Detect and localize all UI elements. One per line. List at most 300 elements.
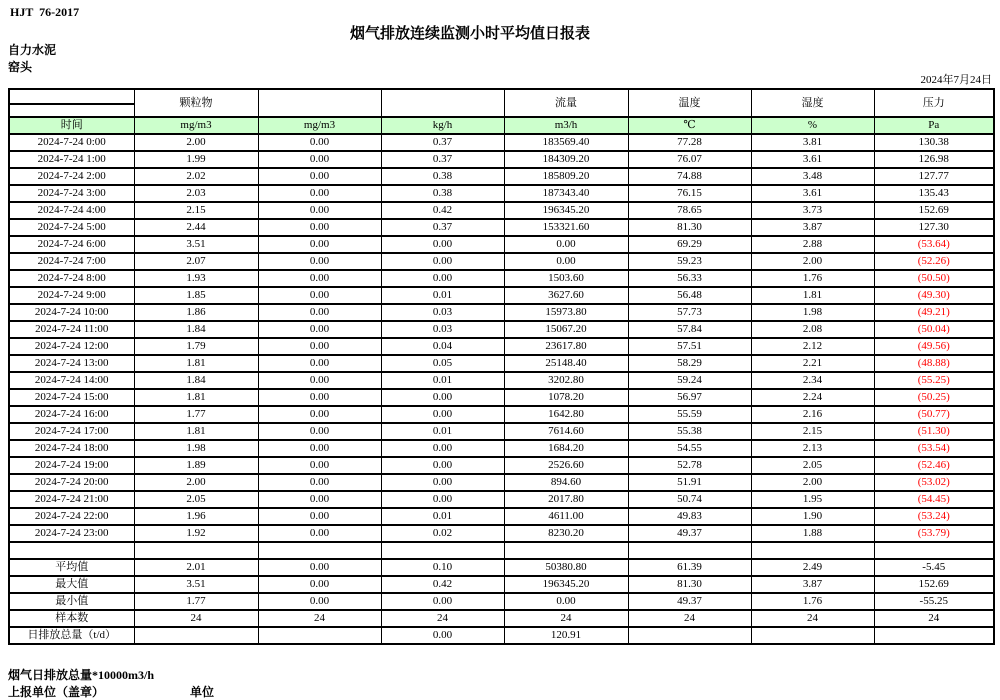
value-cell: 56.48 [628,287,751,304]
value-cell: 1.99 [134,151,258,168]
value-cell [874,627,994,644]
value-cell: (49.21) [874,304,994,321]
table-row [9,440,994,457]
value-cell: 2.15 [134,202,258,219]
value-cell: 2.34 [751,372,874,389]
value-cell: 24 [628,610,751,627]
value-cell: 1.77 [134,593,258,610]
value-cell: (53.54) [874,440,994,457]
table-row [9,559,994,576]
value-cell: 0.00 [381,406,504,423]
time-cell: 2024-7-24 3:00 [9,185,134,202]
value-cell: 2.00 [751,474,874,491]
value-cell: 3.81 [751,134,874,151]
value-cell: 49.37 [628,593,751,610]
value-cell: 78.65 [628,202,751,219]
table-row [9,593,994,610]
value-cell: 23617.80 [504,338,628,355]
value-cell: 1.81 [134,355,258,372]
value-cell: 2.21 [751,355,874,372]
value-cell [628,627,751,644]
table-row [9,627,994,644]
value-cell: 0.00 [381,389,504,406]
table-row [9,236,994,253]
value-cell: 120.91 [504,627,628,644]
header-blank-2 [381,89,504,117]
empty-cell [381,542,504,559]
report-unit-label: 上报单位（盖章） [8,685,105,699]
value-cell: 81.30 [628,576,751,593]
value-cell: 2.13 [751,440,874,457]
value-cell: (53.64) [874,236,994,253]
value-cell: 0.00 [258,253,381,270]
value-cell: 57.84 [628,321,751,338]
value-cell: (54.45) [874,491,994,508]
value-cell: 69.29 [628,236,751,253]
value-cell: 127.30 [874,219,994,236]
table-row [9,253,994,270]
value-cell: 56.97 [628,389,751,406]
value-cell: 0.00 [381,627,504,644]
value-cell: 187343.40 [504,185,628,202]
table-row [9,610,994,627]
table-row [9,508,994,525]
time-cell: 2024-7-24 20:00 [9,474,134,491]
value-cell: -55.25 [874,593,994,610]
units-cell: % [751,117,874,134]
value-cell: 0.01 [381,372,504,389]
value-cell: 0.37 [381,219,504,236]
value-cell: 2.24 [751,389,874,406]
summary-label-cell: 日排放总量（t/d） [9,627,134,644]
value-cell: 0.00 [258,576,381,593]
time-cell: 2024-7-24 13:00 [9,355,134,372]
value-cell: 0.10 [381,559,504,576]
value-cell: 2.05 [134,491,258,508]
value-cell: 24 [751,610,874,627]
value-cell: 0.02 [381,525,504,542]
value-cell: 0.00 [258,491,381,508]
value-cell: 7614.60 [504,423,628,440]
table-row [9,134,994,151]
empty-cell [504,542,628,559]
value-cell: 57.73 [628,304,751,321]
summary-label-cell: 样本数 [9,610,134,627]
value-cell: 55.38 [628,423,751,440]
value-cell: 0.00 [258,219,381,236]
value-cell: 894.60 [504,474,628,491]
value-cell: 0.00 [258,457,381,474]
table-row [9,474,994,491]
standard-code: HJT 76-2017 [10,5,80,19]
value-cell: 54.55 [628,440,751,457]
value-cell: 76.07 [628,151,751,168]
value-cell: 4611.00 [504,508,628,525]
value-cell: 1.76 [751,593,874,610]
table-row [9,423,994,440]
empty-cell [9,542,134,559]
value-cell: 0.00 [258,389,381,406]
table-row [9,287,994,304]
header-particulate: 颗粒物 [134,89,258,117]
value-cell: 135.43 [874,185,994,202]
units-cell: mg/m3 [134,117,258,134]
time-cell: 2024-7-24 16:00 [9,406,134,423]
value-cell: (55.25) [874,372,994,389]
value-cell: 0.00 [258,236,381,253]
value-cell: 2526.60 [504,457,628,474]
value-cell: 2.01 [134,559,258,576]
value-cell: 81.30 [628,219,751,236]
header-temperature: 温度 [628,89,751,117]
value-cell: 0.00 [258,168,381,185]
table-row [9,372,994,389]
value-cell: 24 [874,610,994,627]
time-cell: 2024-7-24 10:00 [9,304,134,321]
unit-label: 单位 [190,685,215,699]
value-cell: 0.37 [381,134,504,151]
value-cell [258,627,381,644]
value-cell: 0.00 [381,236,504,253]
value-cell: 0.00 [381,457,504,474]
value-cell: 61.39 [628,559,751,576]
time-cell: 2024-7-24 9:00 [9,287,134,304]
table-row [9,304,994,321]
time-cell: 2024-7-24 18:00 [9,440,134,457]
value-cell: 2.12 [751,338,874,355]
value-cell: 0.00 [258,304,381,321]
units-cell: Pa [874,117,994,134]
value-cell: 0.00 [504,593,628,610]
value-cell: 1.93 [134,270,258,287]
value-cell: 0.00 [258,287,381,304]
table-row [9,321,994,338]
value-cell: (53.02) [874,474,994,491]
value-cell: 0.00 [258,338,381,355]
value-cell: 1.98 [751,304,874,321]
value-cell: 0.00 [258,474,381,491]
value-cell: (50.77) [874,406,994,423]
table-row [9,185,994,202]
empty-cell [628,542,751,559]
value-cell: 0.00 [258,151,381,168]
value-cell: 24 [381,610,504,627]
value-cell: 0.00 [258,559,381,576]
time-cell: 2024-7-24 8:00 [9,270,134,287]
time-cell: 2024-7-24 6:00 [9,236,134,253]
value-cell: 25148.40 [504,355,628,372]
table-row [9,219,994,236]
value-cell: 0.00 [381,593,504,610]
value-cell: 2.07 [134,253,258,270]
value-cell: 152.69 [874,576,994,593]
value-cell: 76.15 [628,185,751,202]
value-cell: 0.00 [381,253,504,270]
header-row-top [9,89,994,104]
report-date: 2024年7月24日 [920,74,992,86]
value-cell: 0.42 [381,576,504,593]
time-cell: 2024-7-24 15:00 [9,389,134,406]
time-cell: 2024-7-24 7:00 [9,253,134,270]
value-cell: 196345.20 [504,576,628,593]
value-cell: (48.88) [874,355,994,372]
value-cell: 8230.20 [504,525,628,542]
value-cell: 1684.20 [504,440,628,457]
value-cell: 0.00 [504,236,628,253]
value-cell: 15973.80 [504,304,628,321]
table-row [9,338,994,355]
value-cell: 24 [258,610,381,627]
value-cell: 3.87 [751,219,874,236]
value-cell: 0.00 [258,525,381,542]
value-cell: 2.00 [134,134,258,151]
value-cell: 56.33 [628,270,751,287]
units-row [9,117,994,134]
value-cell: 0.00 [258,185,381,202]
value-cell: 1.92 [134,525,258,542]
value-cell: 2.08 [751,321,874,338]
value-cell: 1.77 [134,406,258,423]
value-cell: 0.00 [258,423,381,440]
value-cell: 59.24 [628,372,751,389]
units-cell: mg/m3 [258,117,381,134]
value-cell: 1.98 [134,440,258,457]
time-cell: 2024-7-24 14:00 [9,372,134,389]
monitoring-report-table [8,88,995,645]
value-cell: 0.00 [258,270,381,287]
value-cell: 1.96 [134,508,258,525]
value-cell: 0.42 [381,202,504,219]
value-cell: 0.00 [258,372,381,389]
header-empty-top-cell [9,89,134,104]
value-cell: 0.03 [381,321,504,338]
table-row [9,406,994,423]
value-cell: 2.16 [751,406,874,423]
value-cell: 0.00 [381,270,504,287]
value-cell: 0.00 [258,508,381,525]
value-cell: 59.23 [628,253,751,270]
value-cell: 0.00 [258,355,381,372]
value-cell: 1.89 [134,457,258,474]
value-cell: 50.74 [628,491,751,508]
value-cell: 0.00 [258,202,381,219]
value-cell: (53.24) [874,508,994,525]
value-cell: (52.46) [874,457,994,474]
value-cell: 2017.80 [504,491,628,508]
value-cell: 127.77 [874,168,994,185]
units-time-cell: 时间 [9,117,134,134]
value-cell: 49.83 [628,508,751,525]
value-cell: 0.00 [381,474,504,491]
summary-label-cell: 平均值 [9,559,134,576]
value-cell: 49.37 [628,525,751,542]
station-name: 窑头 [8,60,33,74]
value-cell: 1.81 [134,389,258,406]
value-cell: 184309.20 [504,151,628,168]
value-cell: 0.00 [381,440,504,457]
header-empty-bottom-cell [9,104,134,117]
value-cell: 185809.20 [504,168,628,185]
footer-note: 烟气日排放总量*10000m3/h [8,668,155,682]
value-cell: 1.84 [134,321,258,338]
value-cell: 152.69 [874,202,994,219]
time-cell: 2024-7-24 19:00 [9,457,134,474]
value-cell: 0.04 [381,338,504,355]
units-cell: m3/h [504,117,628,134]
value-cell: 3.61 [751,185,874,202]
value-cell: 1.85 [134,287,258,304]
value-cell: 74.88 [628,168,751,185]
value-cell: 1.76 [751,270,874,287]
table-row [9,202,994,219]
value-cell: 126.98 [874,151,994,168]
value-cell: (53.79) [874,525,994,542]
value-cell: 2.02 [134,168,258,185]
header-blank-1 [258,89,381,117]
value-cell: 0.00 [258,593,381,610]
empty-cell [258,542,381,559]
value-cell: 0.03 [381,304,504,321]
value-cell: 183569.40 [504,134,628,151]
spacer-body [9,542,994,559]
value-cell: 0.38 [381,168,504,185]
value-cell: 51.91 [628,474,751,491]
time-cell: 2024-7-24 0:00 [9,134,134,151]
company-name: 自力水泥 [8,43,57,57]
table-row [9,168,994,185]
value-cell: (52.26) [874,253,994,270]
value-cell: 2.49 [751,559,874,576]
value-cell: 15067.20 [504,321,628,338]
header-humidity: 湿度 [751,89,874,117]
time-cell: 2024-7-24 12:00 [9,338,134,355]
value-cell: 1078.20 [504,389,628,406]
value-cell: 153321.60 [504,219,628,236]
value-cell: 2.15 [751,423,874,440]
table-row [9,270,994,287]
time-cell: 2024-7-24 22:00 [9,508,134,525]
value-cell: 0.00 [258,321,381,338]
value-cell: 0.00 [504,253,628,270]
table-header [9,89,994,134]
value-cell: 0.38 [381,185,504,202]
value-cell: 0.01 [381,423,504,440]
value-cell: 0.01 [381,508,504,525]
value-cell: 2.88 [751,236,874,253]
time-cell: 2024-7-24 2:00 [9,168,134,185]
signature-row [8,683,608,700]
time-cell: 2024-7-24 11:00 [9,321,134,338]
spacer-row [9,542,994,559]
value-cell: 0.00 [258,406,381,423]
empty-cell [751,542,874,559]
value-cell: 24 [134,610,258,627]
value-cell: 1.90 [751,508,874,525]
value-cell: 1.88 [751,525,874,542]
value-cell: 3.87 [751,576,874,593]
time-cell: 2024-7-24 5:00 [9,219,134,236]
table-row [9,151,994,168]
summary-label-cell: 最小值 [9,593,134,610]
value-cell: (49.56) [874,338,994,355]
empty-cell [874,542,994,559]
units-cell: kg/h [381,117,504,134]
value-cell: (49.30) [874,287,994,304]
value-cell: 0.05 [381,355,504,372]
table-row [9,525,994,542]
value-cell: 1.81 [751,287,874,304]
header-pressure: 压力 [874,89,994,117]
value-cell: 50380.80 [504,559,628,576]
value-cell: 0.00 [258,440,381,457]
time-cell: 2024-7-24 17:00 [9,423,134,440]
value-cell: 130.38 [874,134,994,151]
summary-label-cell: 最大值 [9,576,134,593]
value-cell: 0.00 [258,134,381,151]
time-cell: 2024-7-24 21:00 [9,491,134,508]
value-cell: 77.28 [628,134,751,151]
value-cell: 0.01 [381,287,504,304]
value-cell: 3202.80 [504,372,628,389]
page-title: 烟气排放连续监测小时平均值日报表 [349,26,590,42]
value-cell: 58.29 [628,355,751,372]
value-cell: 2.05 [751,457,874,474]
summary-rows [9,559,994,644]
value-cell: 3.51 [134,236,258,253]
value-cell: (50.50) [874,270,994,287]
value-cell: 196345.20 [504,202,628,219]
value-cell: 1.81 [134,423,258,440]
value-cell: 2.03 [134,185,258,202]
value-cell: 1.84 [134,372,258,389]
value-cell: 3.61 [751,151,874,168]
table-row [9,355,994,372]
table-row [9,457,994,474]
value-cell: 1.79 [134,338,258,355]
value-cell: 1503.60 [504,270,628,287]
value-cell: 0.00 [381,491,504,508]
value-cell: (50.04) [874,321,994,338]
value-cell: 3627.60 [504,287,628,304]
value-cell: 55.59 [628,406,751,423]
value-cell: 57.51 [628,338,751,355]
value-cell: 2.44 [134,219,258,236]
value-cell: 0.37 [381,151,504,168]
value-cell: 1.95 [751,491,874,508]
value-cell [134,627,258,644]
value-cell: 3.73 [751,202,874,219]
time-cell: 2024-7-24 23:00 [9,525,134,542]
empty-cell [134,542,258,559]
units-cell: ℃ [628,117,751,134]
value-cell: 52.78 [628,457,751,474]
table-row [9,576,994,593]
value-cell [751,627,874,644]
time-cell: 2024-7-24 4:00 [9,202,134,219]
value-cell: 2.00 [134,474,258,491]
table-row [9,389,994,406]
value-cell: (51.30) [874,423,994,440]
value-cell: 24 [504,610,628,627]
value-cell: 1642.80 [504,406,628,423]
value-cell: -5.45 [874,559,994,576]
value-cell: 3.48 [751,168,874,185]
data-rows [9,134,994,542]
header-flow: 流量 [504,89,628,117]
value-cell: 2.00 [751,253,874,270]
time-cell: 2024-7-24 1:00 [9,151,134,168]
value-cell: 3.51 [134,576,258,593]
